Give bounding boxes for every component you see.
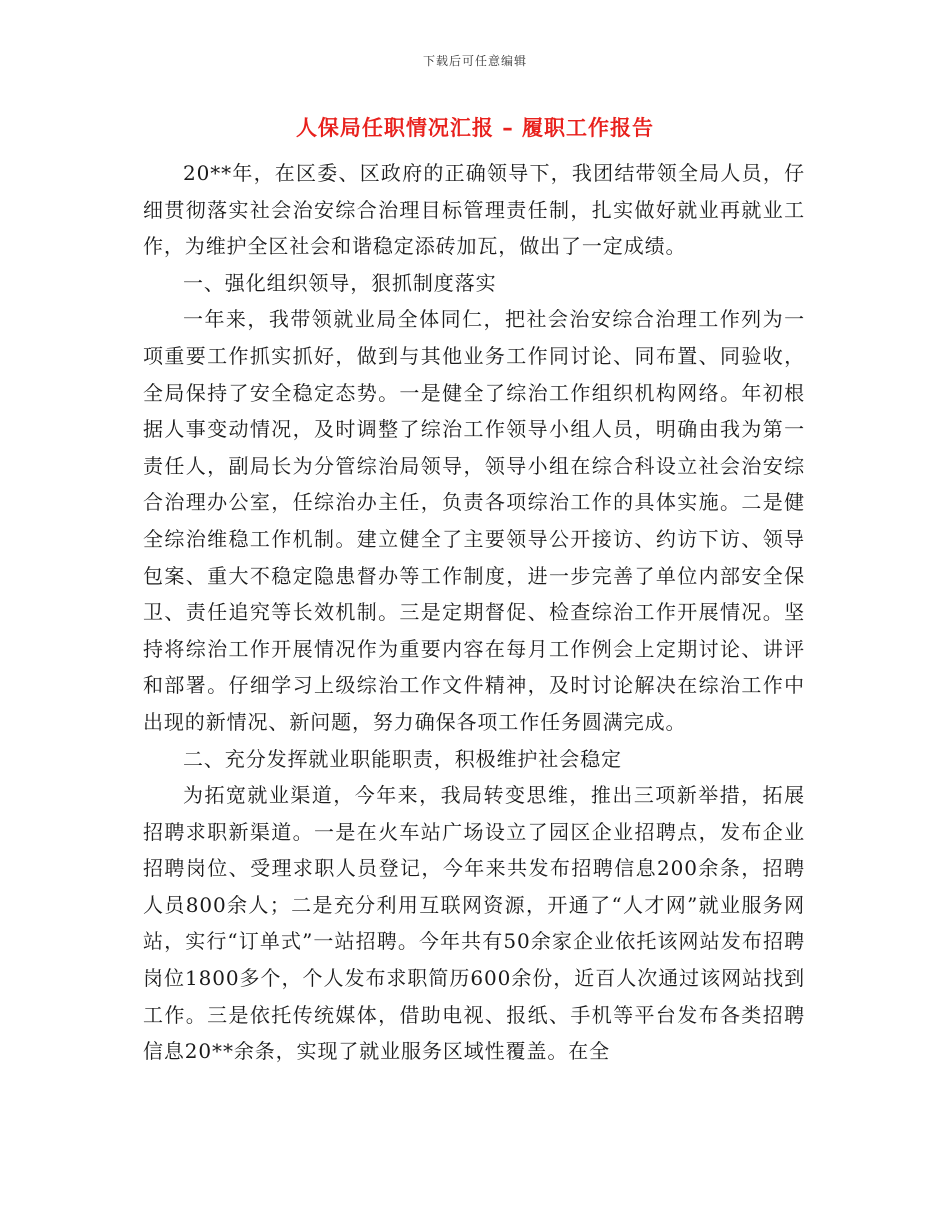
- paragraph-section-1: 一年来，我带领就业局全体同仁，把社会治安综合治理工作列为一项重要工作抓实抓好，做到与其他业务工作同讨论、同布置、同验收，全局保持了安全稳定态势。一是健全了综治工作组织机构网络。年初根据人事变动情况，及时调整了综治工作领导小组人员，明确由我为第一责任人，副局长为分管综治局领导，领导小组在综合科设立社会治安综合治理办公室，任综治办主任，负责各项综治工作的具体实施。二是健全综治维稳工作机制。建立健全了主要领导公开接访、约访下访、领导包案、重大不稳定隐患督办等工作制度，进一步完善了单位内部安全保卫、责任追究等长效机制。三是定期督促、检查综治工作开展情况。坚持将综治工作开展情况作为重要内容在每月工作例会上定期讨论、讲评和部署。仔细学习上级综治工作文件精神，及时讨论解决在综治工作中出现的新情况、新问题，努力确保各项工作任务圆满完成。: [143, 307, 805, 734]
- paragraph-section-2: 为拓宽就业渠道，今年来，我局转变思维，推出三项新举措，拓展招聘求职新渠道。一是在火车站广场设立了园区企业招聘点，发布企业招聘岗位、受理求职人员登记，今年来共发布招聘信息200余条，招聘人员800余人；二是充分利用互联网资源，开通了“人才网”就业服务网站，实行“订单式”一站招聘。今年共有50余家企业依托该网站发布招聘岗位1800多个，个人发布求职简历600余份，近百人次通过该网站找到工作。三是依托传统媒体，借助电视、报纸、手机等平台发布各类招聘信息20**余条，实现了就业服务区域性覆盖。在全: [143, 783, 805, 1064]
- header-note: 下载后可任意编辑: [422, 54, 527, 68]
- section-heading-1: 一、强化组织领导，狠抓制度落实: [183, 270, 497, 295]
- paragraph-intro: 20**年，在区委、区政府的正确领导下，我团结带领全局人员，仔细贯彻落实社会治安综合治理目标管理责任制，扎实做好就业再就业工作，为维护全区社会和谐稳定添砖加瓦，做出了一定成绩。: [143, 161, 805, 259]
- section-heading-2: 二、充分发挥就业职能职责，积极维护社会稳定: [183, 746, 622, 771]
- document-title: 人保局任职情况汇报 – 履职工作报告: [295, 116, 655, 140]
- document-body: [143, 155, 805, 1070]
